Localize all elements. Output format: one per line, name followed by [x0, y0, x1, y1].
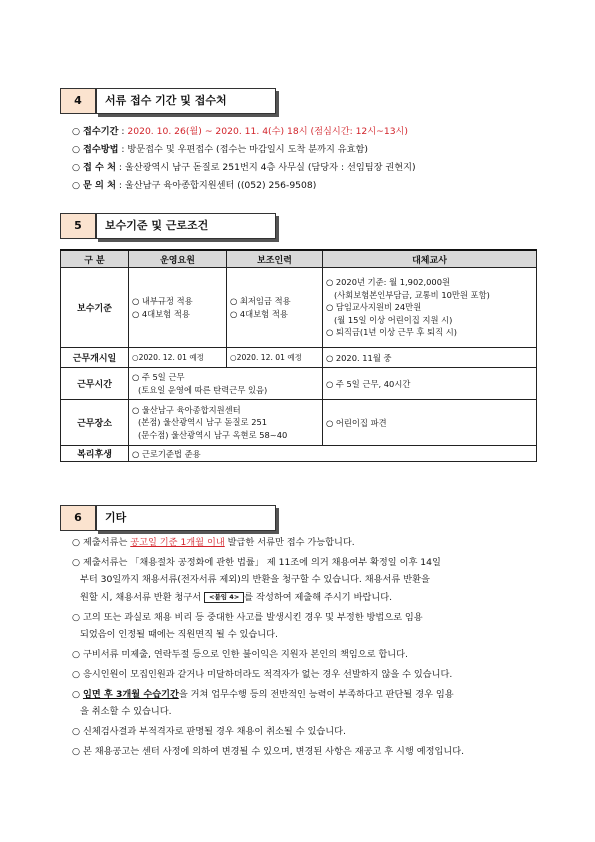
attachment-tag: <붙임 4> — [204, 592, 244, 603]
item-label: 문 의 처 — [82, 180, 116, 191]
line-receipt-period — [72, 125, 408, 138]
line-inquiry — [72, 179, 316, 192]
item-label: 접수방법 — [82, 144, 119, 155]
cell-staff-place — [129, 400, 323, 446]
note-text: 되었음이 인정될 때에는 직원면직 될 수 있습니다. — [80, 629, 278, 640]
note-text: 을 거쳐 업무수행 등의 전반적인 능력이 부족하다고 판단될 경우 임용 — [178, 689, 454, 700]
note-line-12 — [72, 744, 464, 760]
bullet: ○ — [72, 180, 81, 191]
bullet: ○ — [72, 689, 81, 700]
item-value: 방문접수 및 우편접수 (접수는 마감일시 도착 분까지 유효함) — [127, 144, 369, 155]
note-highlight: 임면 후 3개월 수습기간 — [82, 689, 179, 700]
bullet: ○ — [72, 669, 81, 680]
note-text: 구비서류 미제출, 연락두절 등으로 인한 불이익은 지원자 본인의 책임으로 합니다. — [82, 649, 408, 660]
section-6-header — [60, 505, 270, 531]
cell-substitute-place: ○ 어린이집 파견 — [323, 400, 537, 446]
note-line-8 — [72, 667, 452, 683]
cell-text: (월 15일 이상 어린이집 지원 시) — [334, 314, 453, 325]
note-text: 본 채용공고는 센터 사정에 의하여 변경될 수 있으며, 변경된 사항은 재공고 후 시행 예정입니다. — [82, 746, 465, 757]
header-category: 구 분 — [61, 250, 129, 268]
cell-assistant-pay — [227, 268, 323, 348]
cell-welfare: ○ 근로기준법 준용 — [129, 446, 537, 462]
note-text: 발급한 서류만 접수 가능합니다. — [224, 537, 355, 548]
separator: : — [115, 180, 125, 191]
separator: : — [118, 144, 128, 155]
table-row-work-hours — [61, 368, 537, 400]
cell-text: ○ 주 5일 근무 — [132, 372, 185, 382]
bullet: ○ — [72, 726, 81, 737]
table-row-pay — [61, 268, 537, 348]
bullet: ○ — [72, 126, 81, 137]
cell-text: ○ 퇴직금(1년 이상 근무 후 퇴직 시) — [326, 327, 457, 338]
section-5-header — [60, 213, 270, 239]
note-line-4 — [80, 590, 392, 606]
row-label: 복리후생 — [61, 446, 129, 462]
bullet: ○ — [72, 746, 81, 757]
cell-operator-start: ○2020. 12. 01 예정 — [129, 348, 227, 368]
bullet: ○ — [72, 612, 81, 623]
note-text: 신체검사결과 부적격자로 판명될 경우 채용이 취소될 수 있습니다. — [82, 726, 346, 737]
section-title: 보수기준 및 근로조건 — [95, 213, 276, 239]
header-assistant: 보조인력 — [227, 250, 323, 268]
note-text: 을 취소할 수 있습니다. — [80, 706, 172, 717]
bullet: ○ — [72, 162, 81, 173]
section-number: 6 — [60, 505, 95, 531]
note-line-6 — [80, 627, 278, 643]
row-label: 보수기준 — [61, 268, 129, 348]
note-text: 제출서류는 — [82, 537, 131, 548]
cell-text: (문수점) 울산광역시 남구 옥현로 58~40 — [138, 429, 288, 440]
note-line-9 — [72, 687, 454, 703]
note-text: 를 작성하여 제출해 주시기 바랍니다. — [244, 592, 393, 603]
bullet: ○ — [72, 557, 81, 568]
separator: : — [118, 126, 128, 137]
cell-substitute-hours: ○ 주 5일 근무, 40시간 — [323, 368, 537, 400]
cell-text: (사회보험본인부담금, 교통비 10만원 포함) — [334, 289, 490, 300]
header-substitute-teacher: 대체교사 — [323, 250, 537, 268]
note-text: 원할 시, 채용서류 반환 청구서 — [80, 592, 205, 603]
note-line-3 — [80, 572, 430, 588]
note-text: 제출서류는 「채용절차 공정화에 관한 법률」 제 11조에 의거 채용여부 확정일 이후 14일 — [82, 557, 441, 568]
row-label: 근무시간 — [61, 368, 129, 400]
table-row-start-date — [61, 348, 537, 368]
row-label: 근무장소 — [61, 400, 129, 446]
note-line-7 — [72, 647, 408, 663]
cell-substitute-pay — [323, 268, 537, 348]
bullet: ○ — [72, 144, 81, 155]
item-label: 접수기간 — [82, 126, 119, 137]
cell-text: ○ 내부규정 적용 — [132, 296, 193, 306]
row-label: 근무개시일 — [61, 348, 129, 368]
note-highlight: 공고일 기준 1개월 이내 — [130, 537, 225, 548]
cell-text: (본점) 울산광역시 남구 돋질로 251 — [138, 417, 268, 428]
table-row-work-place — [61, 400, 537, 446]
line-receipt-method — [72, 143, 368, 156]
item-label: 접 수 처 — [82, 162, 116, 173]
line-receipt-place — [72, 161, 416, 174]
cell-text: ○ 담임교사지원비 24만원 — [326, 302, 422, 313]
cell-text: ○ 2020년 기준: 월 1,902,000원 — [326, 277, 450, 288]
cell-text: (토요일 운영에 따른 탄력근무 있음) — [138, 384, 268, 395]
note-line-2 — [72, 555, 441, 571]
cell-assistant-start: ○2020. 12. 01 예정 — [227, 348, 323, 368]
cell-text: ○ 4대보험 적용 — [230, 308, 288, 319]
bullet: ○ — [72, 649, 81, 660]
header-operator: 운영요원 — [129, 250, 227, 268]
bullet: ○ — [72, 537, 81, 548]
item-value: 2020. 10. 26(월) ~ 2020. 11. 4(수) 18시 (점심시간: 12시~13시) — [127, 126, 408, 137]
section-number: 5 — [60, 213, 95, 239]
cell-text: ○ 최저임금 적용 — [230, 296, 291, 306]
table-row-welfare — [61, 446, 537, 462]
note-line-1 — [72, 535, 355, 551]
cell-text: ○ 4대보험 적용 — [132, 308, 190, 319]
note-text: 고의 또는 과실로 채용 비리 등 중대한 사고를 발생시킨 경우 및 부정한 방법으로 임용 — [82, 612, 423, 623]
note-line-5 — [72, 610, 423, 626]
cell-staff-hours — [129, 368, 323, 400]
cell-substitute-start: ○ 2020. 11월 중 — [323, 348, 537, 368]
item-value: 울산광역시 남구 돋질로 251번지 4층 사무실 (담당자 : 선임팀장 권현지) — [124, 162, 416, 173]
item-value: 울산남구 육아종합지원센터 ((052) 256-9508) — [124, 180, 317, 191]
note-text: 응시인원이 모집인원과 같거나 미달하더라도 적격자가 없는 경우 선발하지 않을 수 있습니다. — [82, 669, 453, 680]
note-line-10 — [80, 704, 172, 720]
section-4-header — [60, 88, 270, 114]
cell-operator-pay — [129, 268, 227, 348]
table-header-row — [61, 250, 537, 268]
section-number: 4 — [60, 88, 95, 114]
section-title: 기타 — [95, 505, 276, 531]
pay-conditions-table — [60, 249, 537, 462]
separator: : — [115, 162, 125, 173]
note-line-11 — [72, 724, 346, 740]
section-title: 서류 접수 기간 및 접수처 — [95, 88, 276, 114]
cell-text: ○ 울산남구 육아종합지원센터 — [132, 404, 241, 415]
note-text: 부터 30일까지 채용서류(전자서류 제외)의 반환을 청구할 수 있습니다. 채용서류 반환을 — [80, 574, 430, 585]
